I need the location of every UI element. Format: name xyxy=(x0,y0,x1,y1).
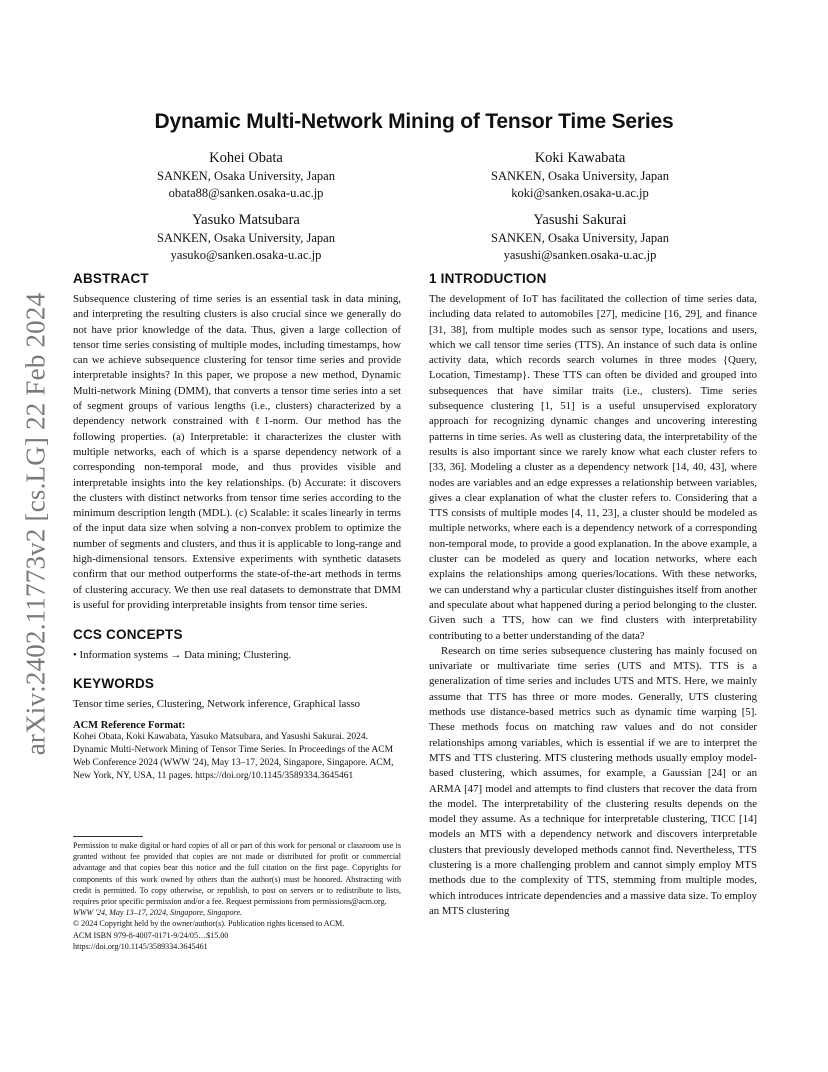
paper-title: Dynamic Multi-Network Mining of Tensor Time Series xyxy=(154,110,674,133)
keywords-text: Tensor time series, Clustering, Network inference, Graphical lasso xyxy=(73,697,361,710)
author-email[interactable]: koki@sanken.osaka-u.ac.jp xyxy=(511,186,649,200)
author-block xyxy=(420,210,740,264)
author-email[interactable]: yasuko@sanken.osaka-u.ac.jp xyxy=(170,248,322,262)
ccs-text: • Information systems → Data mining; Clustering. xyxy=(73,649,292,662)
author-name: Yasushi Sakurai xyxy=(533,212,627,228)
author-block xyxy=(420,148,740,202)
introduction-paragraph: Research on time series subsequence clustering has mainly focused on univariate or multivariate time series (UTS and MTS). TTS is a generalization of time series and includes UTS and MTS. Here, we mainly assume that TTS has three or more modes. Generally, UTS clustering methods use distance-based metrics such as dynamic time warping [5]. These methods focus on matching raw values and do not consider relationships among variables, which is essential if we are to interpret the MTS and TTS clustering. MTS clustering methods usually employ model-based clustering, which assumes, for example, a Gaussian [24] or an ARMA [47] model and attempts to find clusters that recover the data from the model. The interpretability of the clustering results depends on the model they assume. As a technique for interpretable clustering, TICC [14] models an MTS with a dependency network and discovers interpretable clusters that previously developed methods cannot find. Nevertheless, TTS clustering is a more challenging problem and cannot simply employ MTS methods due to the complexity of TTS, stemming from multiple modes, which introduces intricate dependencies and a massive data size. To employ an MTS clustering xyxy=(429,644,757,917)
arxiv-identifier-stamp: arXiv:2402.11773v2 [cs.LG] 22 Feb 2024 xyxy=(20,292,51,756)
ccs-heading: CCS CONCEPTS xyxy=(73,627,183,643)
author-email[interactable]: yasushi@sanken.osaka-u.ac.jp xyxy=(503,248,657,262)
author-affiliation: SANKEN, Osaka University, Japan xyxy=(491,231,669,245)
left-column xyxy=(73,271,401,783)
permission-doi[interactable]: https://doi.org/10.1145/3589334.3645461 xyxy=(73,941,208,951)
author-affiliation: SANKEN, Osaka University, Japan xyxy=(491,169,669,183)
author-name: Koki Kawabata xyxy=(534,150,626,166)
author-affiliation: SANKEN, Osaka University, Japan xyxy=(157,231,335,245)
right-column xyxy=(429,271,757,919)
permission-notice xyxy=(73,840,401,952)
introduction-paragraph: The development of IoT has facilitated the collection of time series data, including data related to automobiles [27], medicine [16, 29], and finance [31, 38], from multiple modes such as sensor type, locations and users, which we call tensor time series (TTS). An instance of such data is online activity data, which records search volumes in three modes {Query, Location, Timestamp}. These TTS can often be divided and grouped into subsequences that have similar traits (i.e., clusters). Time series subsequence clustering [1, 51] is a useful unsupervised exploratory approach for recognizing dynamic changes and uncovering interesting patterns in time series. As well as clustering data, the interpretability of the results is also important since we rarely know what each cluster refers to [33, 36]. Modeling a cluster as a dependency network [14, 40, 43], where nodes are variables and an edge expresses a relationship between variables, gives a clear explanation of what the cluster refers to. Considering that a TTS consists of multiple modes [4, 11, 23], a cluster should be modeled as multiple networks, where each is a dependency network of a corresponding non-temporal mode, to provide a good explanation. In the above example, a cluster can be modeled as query and location networks, where each explains the relationships among queries/locations. With these networks, we can understand why a particular cluster distinguishes itself from another and speculate about what happened during a period belonging to the cluster. Given such a TTS, how can we find clusters with interpretability contributing to a better understanding of the data? xyxy=(429,293,758,642)
reference-format-heading: ACM Reference Format: xyxy=(73,719,186,731)
permission-copyright: © 2024 Copyright held by the owner/author(s). Publication rights licensed to ACM. xyxy=(73,919,345,929)
author-email[interactable]: obata88@sanken.osaka-u.ac.jp xyxy=(168,186,324,200)
reference-format-text: Kohei Obata, Koki Kawabata, Yasuko Matsubara, and Yasushi Sakurai. 2024. Dynamic Multi-Network Mining of Tensor Time Series. In Proceedings of the ACM Web Conference 2024 (WWW '24), May 13–17, 2024, Singapore, Singapore. ACM, New York, NY, USA, 11 pages. https://doi.org/10.1145/3589334.3645461 xyxy=(73,731,394,781)
author-affiliation: SANKEN, Osaka University, Japan xyxy=(157,169,335,183)
author-name: Kohei Obata xyxy=(209,150,283,166)
permission-text: Permission to make digital or hard copies of all or part of this work for personal or classroom use is granted without fee provided that copies are not made or distributed for profit or commercial advantage and that copies bear this notice and the full citation on the first page. Copyrights for components of this work owned by others than the author(s) must be honored. Abstracting with credit is permitted. To copy otherwise, or republish, to post on servers or to redistribute to lists, requires prior specific permission and/or a fee. Request permissions from permissions@acm.org. xyxy=(73,841,401,907)
footnote-rule xyxy=(73,836,143,837)
permission-isbn: ACM ISBN 979-8-4007-0171-9/24/05…$15.00 xyxy=(73,930,229,940)
abstract-body: Subsequence clustering of time series is an essential task in data mining, and interpreting the resulting clusters is also crucial since we generally do not have prior knowledge of the data. Thus, given a large collection of tensor time series consisting of multiple modes, including timestamps, how can we achieve subsequence clustering for tensor time series and provide interpretable insights? In this paper, we propose a new method, Dynamic Multi-network Mining (DMM), that converts a tensor time series into a set of segment groups of various lengths (i.e., clusters) characterized by a dependency network constrained with ℓ1-norm. Our method has the following properties. (a) Interpretable: it characterizes the cluster with multiple networks, each of which is a sparse dependency network of a corresponding non-temporal mode, and thus provides visible and interpretable insights into the key relationships. (b) Accurate: it discovers the clusters with distinct networks from tensor time series according to the minimum description length (MDL). (c) Scalable: it scales linearly in terms of the input data size when solving a non-convex problem to optimize the number of segments and clusters, and thus it is applicable to long-range and high-dimensional tensors. Extensive experiments with synthetic datasets confirm that our method outperforms the state-of-the-art methods in terms of clustering accuracy. We then use real datasets to demonstrate that DMM is useful for providing interpretable insights from tensor time series. xyxy=(73,293,401,611)
author-name: Yasuko Matsubara xyxy=(192,212,300,228)
author-block xyxy=(86,148,406,202)
permission-venue: WWW '24, May 13–17, 2024, Singapore, Singapore. xyxy=(73,908,243,918)
abstract-heading: ABSTRACT xyxy=(73,271,149,286)
introduction-heading: 1 INTRODUCTION xyxy=(429,271,547,286)
keywords-heading: KEYWORDS xyxy=(73,675,155,691)
author-block xyxy=(86,210,406,264)
